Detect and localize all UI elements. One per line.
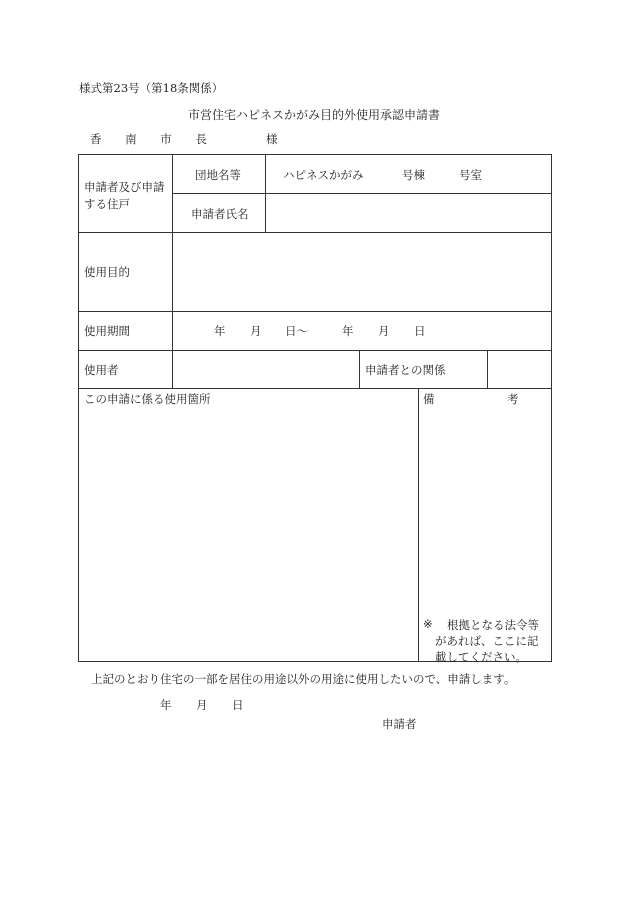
form-number: 様式第23号（第18条関係） xyxy=(79,81,224,95)
purpose-label: 使用目的 xyxy=(84,265,130,279)
row-divider-user xyxy=(79,388,552,389)
col-divider-user xyxy=(172,350,173,388)
relation-label: 申請者との関係 xyxy=(365,363,446,377)
period-start-day: 日～ xyxy=(285,324,308,338)
date-day: 日 xyxy=(232,698,244,712)
location-field[interactable] xyxy=(84,409,414,659)
col-divider-estate-value xyxy=(265,155,266,232)
remarks-note-line1: 根拠となる法令等 xyxy=(447,618,539,632)
room-number-suffix: 号室 xyxy=(459,168,482,182)
relation-field[interactable] xyxy=(491,353,549,386)
date-year: 年 xyxy=(160,698,172,712)
col-divider-relation-label xyxy=(359,350,360,388)
applicant-name-label: 申請者氏名 xyxy=(191,207,249,221)
user-label: 使用者 xyxy=(84,363,119,377)
col-divider-purpose xyxy=(172,311,173,350)
application-statement: 上記のとおり住宅の一部を居住の用途以外の用途に使用したいので、申請します。 xyxy=(91,672,516,686)
purpose-field[interactable] xyxy=(175,235,550,309)
date-month: 月 xyxy=(196,698,208,712)
location-label: この申請に係る使用箇所 xyxy=(84,392,211,406)
period-label: 使用期間 xyxy=(84,324,130,338)
row-divider-applicant xyxy=(79,232,552,233)
period-start-month: 月 xyxy=(250,324,262,338)
row-divider-estate xyxy=(172,193,552,194)
estate-name[interactable]: ハピネスかがみ xyxy=(283,168,364,182)
remarks-label-right: 考 xyxy=(507,392,519,406)
building-number-suffix: 号棟 xyxy=(402,168,425,182)
applicant-signature-label: 申請者 xyxy=(382,717,417,731)
row-divider-period xyxy=(79,350,552,351)
applicant-group-label: 申請者及び申請 する住戸 xyxy=(84,180,165,211)
document-title: 市営住宅ハピネスかがみ目的外使用承認申請書 xyxy=(188,108,441,122)
application-form-table xyxy=(78,154,552,662)
period-start-year: 年 xyxy=(214,324,226,338)
addressee-honorific: 様 xyxy=(266,132,278,146)
remarks-note-mark: ※ xyxy=(423,617,433,631)
col-divider-remarks xyxy=(418,388,419,662)
remarks-label-left: 備 xyxy=(423,392,435,406)
period-end-year: 年 xyxy=(342,324,354,338)
remarks-note-line2: があれば、ここに記 xyxy=(435,634,539,648)
remarks-note-line3: 載してください。 xyxy=(435,650,527,664)
col-divider-labels xyxy=(172,155,173,311)
period-end-day: 日 xyxy=(414,324,426,338)
estate-label: 団地名等 xyxy=(195,168,241,182)
user-field[interactable] xyxy=(175,353,355,386)
period-end-month: 月 xyxy=(378,324,390,338)
row-divider-purpose xyxy=(79,311,552,312)
col-divider-relation-value xyxy=(487,350,488,388)
addressee-name: 香 南 市 長 xyxy=(90,132,217,146)
